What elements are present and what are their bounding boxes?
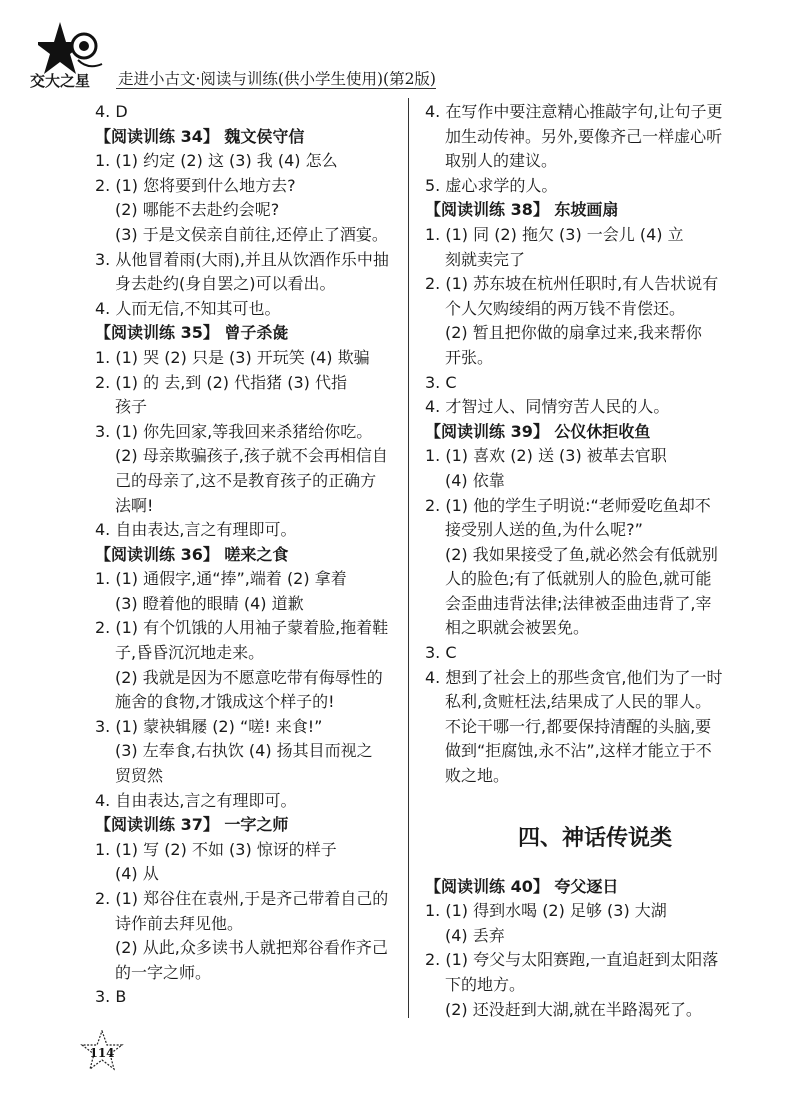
answer-line: 2. (1) 有个饥饿的人用袖子蒙着脸,拖着鞋: [95, 618, 389, 638]
answer-line: 1. (1) 约定 (2) 这 (3) 我 (4) 怎么: [95, 151, 338, 171]
answer-line: 接受别人送的鱼,为什么呢?”: [445, 520, 643, 540]
answer-line: 贸贸然: [115, 766, 164, 786]
answer-line: 3. C: [425, 372, 457, 392]
page-header: [28, 20, 768, 90]
answer-line: 人的脸色;有了低就别人的脸色,就可能: [445, 569, 712, 589]
answer-line: 孩子: [115, 397, 148, 417]
answer-line: 取别人的建议。: [445, 151, 558, 171]
left-column: [95, 100, 425, 1010]
answer-line: 己的母亲了,这不是教育孩子的正确方: [115, 470, 377, 490]
column-divider: [408, 98, 409, 1018]
answer-line: 1. (1) 通假字,通“捧”,端着 (2) 拿着: [95, 569, 347, 589]
book-title: 走进小古文·阅读与训练(供小学生使用)(第2版): [118, 70, 436, 88]
answer-line: (4) 丢弃: [445, 925, 505, 945]
answer-line: 私利,贪赃枉法,结果成了人民的罪人。: [445, 692, 712, 712]
answer-line: 加生动传神。另外,要像齐己一样虚心听: [445, 126, 723, 146]
answer-line: (2) 我如果接受了鱼,就必然会有低就别: [445, 544, 718, 564]
answer-line: 5. 虚心求学的人。: [425, 175, 558, 195]
answer-line: 1. (1) 喜欢 (2) 送 (3) 被革去官职: [425, 446, 667, 466]
answer-line: 败之地。: [445, 766, 510, 786]
answer-line: 2. (1) 夸父与太阳赛跑,一直追赶到太阳落: [425, 950, 719, 970]
answer-line: (4) 从: [115, 864, 159, 884]
answer-line: (2) 暂且把你做的扇拿过来,我来帮你: [445, 323, 702, 343]
answer-line: (3) 于是文侯亲自前往,还停止了酒宴。: [115, 224, 388, 244]
answer-line: (2) 从此,众多读书人就把郑谷看作齐己: [115, 938, 388, 958]
section-title: 【阅读训练 37】 一字之师: [95, 815, 289, 835]
answer-line: 2. (1) 苏东坡在杭州任职时,有人告状说有: [425, 274, 719, 294]
section-title: 【阅读训练 34】 魏文侯守信: [95, 126, 305, 146]
section-title: 【阅读训练 35】 曾子杀彘: [95, 323, 289, 343]
answer-line: 开张。: [445, 347, 494, 367]
answer-line: 4. 才智过人、同情穷苦人民的人。: [425, 397, 670, 417]
answer-line: 3. (1) 蒙袂辑屦 (2) “嗟! 来食!”: [95, 716, 323, 736]
page-number-badge: [80, 1030, 124, 1074]
answer-line: 4. 人而无信,不知其可也。: [95, 298, 281, 318]
answer-line: 身去赴约(身自罢之)可以看出。: [115, 274, 336, 294]
page-number: 114: [89, 1046, 115, 1060]
answer-line: 下的地方。: [445, 975, 526, 994]
answer-line: (3) 瞪着他的眼睛 (4) 道歉: [115, 593, 304, 613]
answer-line: 4. D: [95, 102, 128, 121]
answer-line: 2. (1) 郑谷住在袁州,于是齐己带着自己的: [95, 889, 389, 908]
answer-line: 2. (1) 您将要到什么地方去?: [95, 175, 296, 195]
answer-line: 1. (1) 哭 (2) 只是 (3) 开玩笑 (4) 欺骗: [95, 347, 370, 367]
answer-line: 4. 自由表达,言之有理即可。: [95, 790, 297, 810]
section-title: 【阅读训练 38】 东坡画扇: [425, 200, 619, 220]
answer-line: 子,昏昏沉沉地走来。: [115, 643, 265, 663]
answer-line: 3. (1) 你先回家,等我回来杀猪给你吃。: [95, 421, 373, 441]
answer-line: 1. (1) 同 (2) 拖欠 (3) 一会儿 (4) 立: [425, 224, 684, 244]
answer-line: 3. 从他冒着雨(大雨),并且从饮酒作乐中抽: [95, 249, 389, 269]
answer-line: 2. (1) 的 去,到 (2) 代指猪 (3) 代指: [95, 372, 347, 392]
section-title: 【阅读训练 39】 公仪休拒收鱼: [425, 421, 651, 441]
answer-line: 诗作前去拜见他。: [115, 913, 244, 933]
answer-line: 个人欠购绫绢的两万钱不肯偿还。: [445, 298, 686, 318]
answer-line: (3) 左奉食,右执饮 (4) 扬其目而视之: [115, 741, 373, 761]
answer-line: 1. (1) 写 (2) 不如 (3) 惊讶的样子: [95, 839, 337, 859]
answer-line: (2) 哪能不去赴约会呢?: [115, 200, 280, 220]
brand-name: 交大之星: [30, 72, 91, 90]
answer-line: 的一字之师。: [115, 962, 212, 982]
answer-line: 4. 在写作中要注意精心推敲字句,让句子更: [425, 102, 723, 121]
answer-line: (2) 还没赶到大湖,就在半路渴死了。: [445, 999, 702, 1019]
answer-line: 不论干哪一行,都要保持清醒的头脑,要: [445, 716, 712, 736]
answer-line: 2. (1) 他的学生子明说:“老师爱吃鱼却不: [425, 495, 711, 515]
answer-line: 1. (1) 得到水喝 (2) 足够 (3) 大湖: [425, 901, 667, 921]
right-column: [425, 100, 765, 1022]
section-title: 【阅读训练 36】 嗟来之食: [95, 544, 289, 564]
answer-line: (2) 母亲欺骗孩子,孩子就不会再相信自: [115, 446, 388, 466]
answer-line: (2) 我就是因为不愿意吃带有侮辱性的: [115, 667, 383, 687]
answer-line: 3. C: [425, 643, 457, 663]
answer-line: (4) 依靠: [445, 470, 505, 490]
chapter-heading: 四、神话传说类: [517, 824, 672, 851]
answer-line: 法啊!: [115, 495, 154, 515]
answer-line: 相之职就会被罢免。: [445, 618, 590, 638]
answer-line: 3. B: [95, 987, 127, 1007]
section-title: 【阅读训练 40】 夸父逐日: [425, 876, 619, 896]
answer-line: 刻就卖完了: [445, 249, 526, 269]
answer-line: 4. 想到了社会上的那些贪官,他们为了一时: [425, 667, 723, 687]
header-rule: [116, 88, 436, 89]
answer-line: 4. 自由表达,言之有理即可。: [95, 520, 297, 540]
answer-line: 施舍的食物,才饿成这个样子的!: [115, 692, 335, 712]
answer-line: 做到“拒腐蚀,永不沾”,这样才能立于不: [445, 741, 712, 761]
answer-line: 会歪曲违背法律;法律被歪曲违背了,宰: [445, 593, 712, 613]
